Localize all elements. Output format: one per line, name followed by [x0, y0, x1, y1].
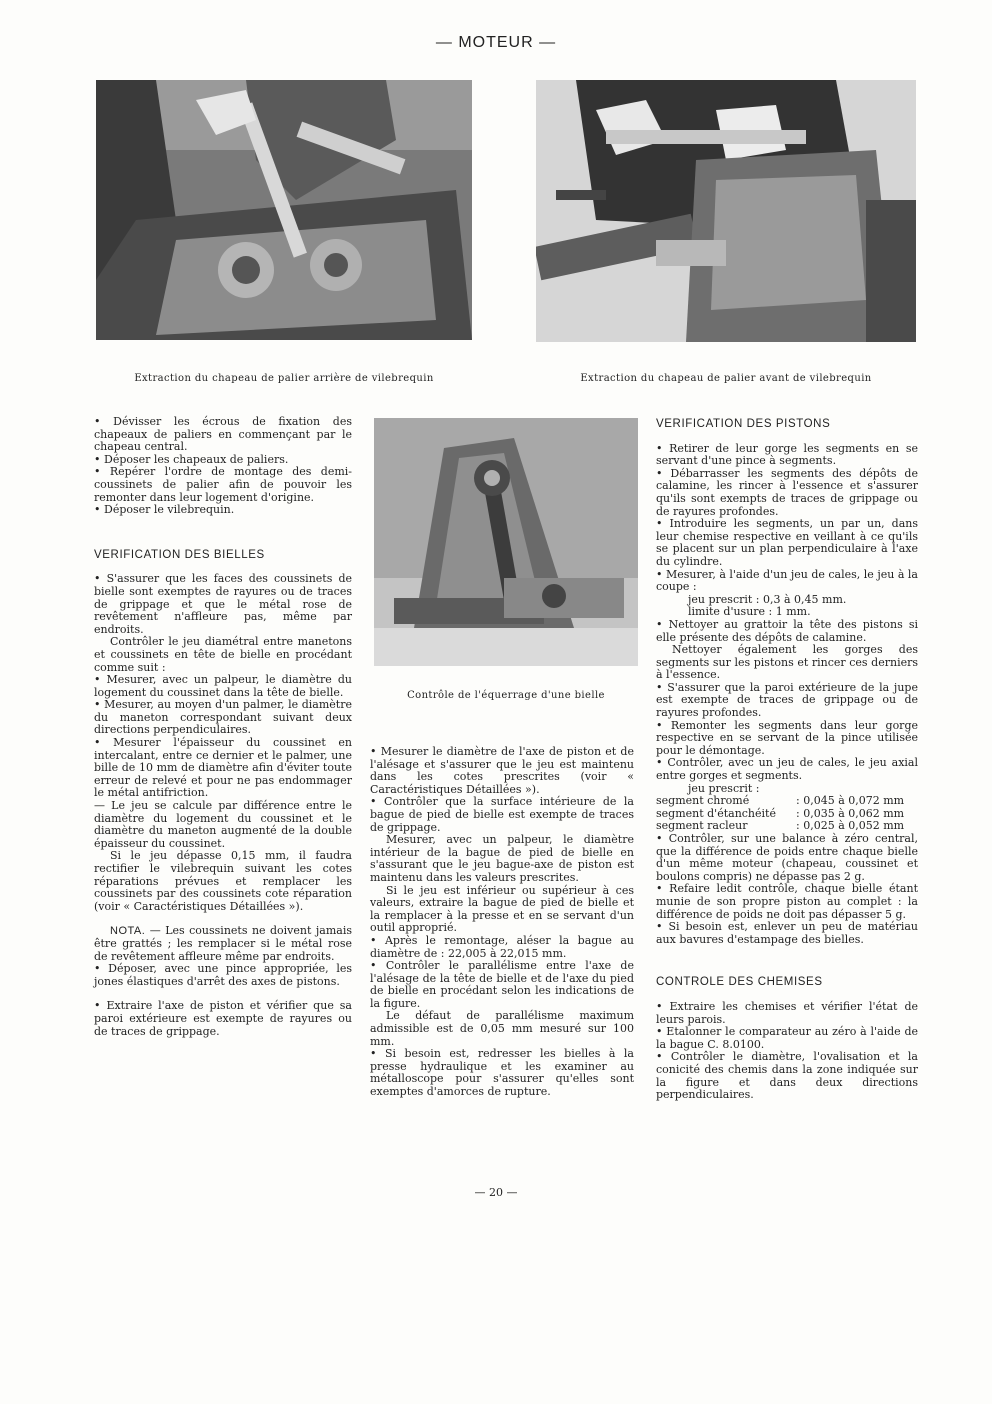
paragraph: Le défaut de parallélisme maximum admissible est de 0,05 mm mesuré sur 100 mm.	[370, 1009, 634, 1048]
paragraph: • Après le remontage, aléser la bague au diamètre de : 22,005 à 22,015 mm.	[370, 935, 634, 960]
spec-key: segment d'étanchéité	[656, 806, 776, 820]
connecting-rod-photo	[374, 418, 638, 666]
paragraph: • Mesurer, au moyen d'un palmer, le diamètre du maneton correspondant suivant deux directions perpendiculaires.	[94, 699, 352, 737]
spec-value: : 0,025 à 0,052 mm	[796, 819, 905, 833]
column-right	[656, 418, 918, 1102]
spec-value: : 0,045 à 0,072 mm	[796, 794, 905, 808]
page-header: — MOTEUR —	[435, 34, 557, 51]
paragraph: • Extraire les chemises et vérifier l'état de leurs parois.	[656, 1001, 918, 1026]
paragraph: • Etalonner le comparateur au zéro à l'aide de la bague C. 8.0100.	[656, 1026, 918, 1051]
paragraph: • Retirer de leur gorge les segments en se servant d'une pince à segments.	[656, 443, 918, 468]
paragraph: — Le jeu se calcule par différence entre le diamètre du logement du coussinet et le diamètre du maneton augmenté de la double épaisseur du coussinet.	[94, 799, 352, 850]
paragraph: • S'assurer que la paroi extérieure de la jupe est exempte de traces de grippage ou de rayures profondes.	[656, 682, 918, 720]
paragraph: • Repérer l'ordre de montage des demi-coussinets de palier afin de pouvoir les remonter dans leur logement d'origine.	[94, 466, 352, 504]
spec-row-chrome	[656, 795, 918, 808]
paragraph: • Dévisser les écrous de fixation des chapeaux de paliers en commençant par le chapeau central.	[94, 416, 352, 454]
nota-paragraph	[94, 925, 352, 963]
paragraph: • Nettoyer au grattoir la tête des pistons si elle présente des dépôts de calamine.	[656, 619, 918, 644]
paragraph: • Mesurer, à l'aide d'un jeu de cales, le jeu à la coupe :	[656, 569, 918, 594]
paragraph: • Débarrasser les segments des dépôts de calamine, les rincer à l'essence et s'assurer qu'ils sont exempts de traces de grippage ou de rayures profondes.	[656, 468, 918, 518]
rear-bearing-photo-caption: Extraction du chapeau de palier arrière de vilebrequin	[134, 373, 434, 384]
paragraph: • Mesurer, avec un palpeur, le diamètre du logement du coussinet dans la tête de bielle.	[94, 674, 352, 699]
spec-key: segment chromé	[656, 794, 750, 808]
rear-bearing-extraction-photo	[96, 80, 472, 340]
page-number: — 20 —	[474, 1186, 518, 1199]
paragraph: • Extraire l'axe de piston et vérifier que sa paroi extérieure est exempte de rayures ou de traces de grippage.	[94, 1000, 352, 1038]
paragraph: Mesurer, avec un palpeur, le diamètre intérieur de la bague de pied de bielle en s'assurant que le jeu bague-axe de piston est maintenu dans les valeurs prescrites.	[370, 833, 634, 884]
section-heading-bielles: VERIFICATION DES BIELLES	[94, 548, 265, 561]
paragraph: • Déposer le vilebrequin.	[94, 504, 352, 517]
paragraph: • Mesurer le diamètre de l'axe de piston et de l'alésage et s'assurer que le jeu est maintenu dans les cotes prescrites (voir « Caractéristiques Détaillées »).	[370, 746, 634, 796]
paragraph: • Si besoin est, redresser les bielles à la presse hydraulique et les examiner au métalloscope pour s'assurer qu'elles sont exemptes d'amorces de rupture.	[370, 1048, 634, 1098]
spec-line: limite d'usure : 1 mm.	[688, 605, 811, 619]
paragraph: • Mesurer l'épaisseur du coussinet en intercalant, entre ce dernier et le palmer, une bille de 10 mm de diamètre afin d'éviter toute erreur de relevé et pour ne pas endommager le métal antifriction.	[94, 737, 352, 800]
paragraph: • Contrôler, avec un jeu de cales, le jeu axial entre gorges et segments.	[656, 757, 918, 782]
section-heading-chemises: CONTROLE DES CHEMISES	[656, 976, 823, 989]
paragraph: • Contrôler que la surface intérieure de la bague de pied de bielle est exempte de traces de grippage.	[370, 796, 634, 834]
paragraph: • Contrôler, sur une balance à zéro central, que la différence de poids entre chaque bielle d'un même moteur (chapeau, coussinet et boulons compris) ne dépasse pas 2 g.	[656, 833, 918, 883]
paragraph: • Contrôler le diamètre, l'ovalisation et la conicité des chemis dans la zone indiquée sur la figure et dans deux directions perpendiculaires.	[656, 1051, 918, 1101]
paragraph: • S'assurer que les faces des coussinets de bielle sont exemptes de rayures ou de traces de grippage et que le métal rose de revêtement n'affleure pas, même par endroits.	[94, 573, 352, 636]
paragraph: Si le jeu est inférieur ou supérieur à ces valeurs, extraire la bague de pied de bielle et la remplacer à la presse et en se servant d'un outil approprié.	[370, 883, 634, 935]
spec-key: segment racleur	[656, 819, 748, 833]
front-bearing-photo-caption: Extraction du chapeau de palier avant de vilebrequin	[580, 373, 872, 384]
nota-label: NOTA.	[110, 925, 146, 938]
spec-value: : 0,035 à 0,062 mm	[796, 806, 905, 820]
paragraph: • Introduire les segments, un par un, dans leur chemise respective en veillant à ce qu'ils se placent sur un plan perpendiculaire à l'axe du cylindre.	[656, 518, 918, 568]
paragraph: Nettoyer également les gorges des segments sur les pistons et rincer ces derniers à l'essence.	[656, 643, 918, 682]
paragraph: • Déposer, avec une pince appropriée, les jones élastiques d'arrêt des axes de pistons.	[94, 963, 352, 988]
paragraph: Si le jeu dépasse 0,15 mm, il faudra rectifier le vilebrequin suivant les cotes réparations prévues et remplacer les coussinets par des coussinets cote réparation (voir « Caractéristiques Détaillées »).	[94, 849, 352, 913]
paragraph: • Contrôler le parallélisme entre l'axe de l'alésage de la tête de bielle et de l'axe du pied de bielle en procédant selon les indications de la figure.	[370, 960, 634, 1010]
spec-line: jeu prescrit :	[688, 781, 760, 795]
section-heading-pistons: VERIFICATION DES PISTONS	[656, 418, 831, 430]
paragraph: • Si besoin est, enlever un peu de matériau aux bavures d'estampage des bielles.	[656, 921, 918, 946]
front-bearing-extraction-photo	[536, 80, 916, 342]
paragraph: Contrôler le jeu diamétral entre manetons et coussinets en tête de bielle en procédant comme suit :	[94, 635, 352, 674]
column-middle	[370, 746, 634, 1099]
column-left	[94, 416, 352, 1038]
paragraph: • Déposer les chapeaux de paliers.	[94, 454, 352, 467]
connecting-rod-photo-caption: Contrôle de l'équerrage d'une bielle	[407, 690, 605, 701]
spec-line: jeu prescrit : 0,3 à 0,45 mm.	[688, 592, 847, 606]
nota-text: — Les coussinets ne doivent jamais être grattés ; les remplacer si le métal rose de revêtement affleure même par endroits.	[94, 924, 352, 963]
paragraph: • Remonter les segments dans leur gorge respective en se servant de la pince utilisée pour le démontage.	[656, 720, 918, 758]
paragraph: • Refaire ledit contrôle, chaque bielle étant munie de son propre piston au complet : la différence de poids ne doit pas dépasser 5 g.	[656, 883, 918, 921]
